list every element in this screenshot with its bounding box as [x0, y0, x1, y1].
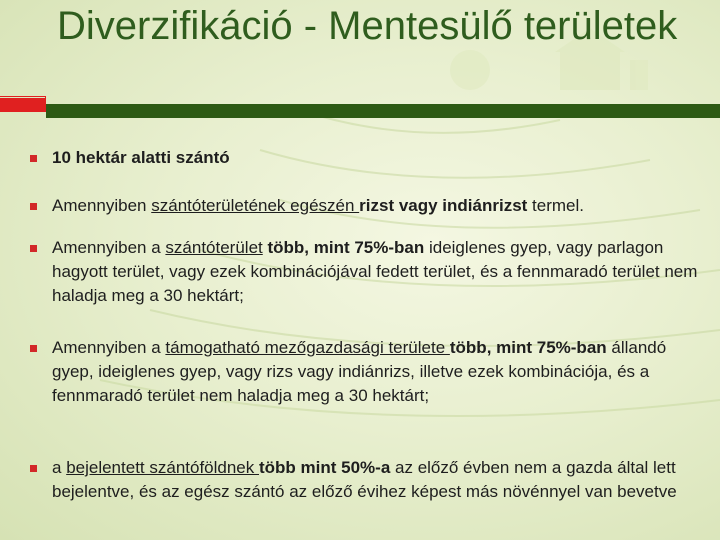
bullet-item — [28, 146, 230, 170]
bullet-item — [28, 236, 708, 308]
square-bullet-icon — [30, 203, 37, 210]
bullet-text: Amennyiben a — [52, 338, 166, 357]
square-bullet-icon — [30, 155, 37, 162]
bullet-text: ideiglenes gyep, vagy parlagon hagyott terület, vagy ezek kombinációjával fedett terület, és a fennmaradó terület nem haladja meg a 30 hektárt; — [52, 238, 698, 305]
bullet-item — [28, 456, 708, 504]
bullet-text: állandó gyep, ideiglenes gyep, vagy rizs vagy indiánrizs, illetve ezek kombinációja, és a fennmaradó terület nem haladja meg a 30 hektárt; — [52, 338, 667, 405]
square-bullet-icon — [30, 345, 37, 352]
bullet-text-underlined: szántóterületének egészén — [151, 196, 360, 215]
slide-title: Diverzifikáció - Mentesülő területek — [57, 4, 678, 48]
bullet-item — [28, 336, 708, 408]
bullet-text: Amennyiben — [52, 196, 152, 215]
bullet-text: az előző évben nem a gazda által lett bejelentve, és az egész szántó az előző évihez képest más növénnyel van bevetve — [52, 458, 677, 501]
bullet-item — [28, 194, 584, 218]
square-bullet-icon — [30, 465, 37, 472]
bullet-text: Amennyiben a — [52, 238, 166, 257]
title-accent-bar — [0, 98, 46, 112]
title-underline-rule — [46, 104, 720, 118]
bullet-text-bold: több, mint 75%-ban — [449, 338, 607, 357]
bullet-text: 10 hektár alatti szántó — [52, 148, 230, 167]
bullet-text-underlined: bejelentett szántóföldnek — [66, 458, 259, 477]
bullet-text-bold: rizst vagy indiánrizst — [359, 196, 533, 215]
bullet-text-bold: több mint 50%-a — [259, 458, 391, 477]
bullet-text-bold: több, mint 75%-ban — [262, 238, 425, 257]
square-bullet-icon — [30, 245, 37, 252]
bullet-text-underlined: támogatható mezőgazdasági területe — [165, 338, 450, 357]
bullet-text: a — [52, 458, 67, 477]
bullet-text: termel. — [532, 196, 585, 215]
bullet-text-underlined: szántóterület — [165, 238, 263, 257]
